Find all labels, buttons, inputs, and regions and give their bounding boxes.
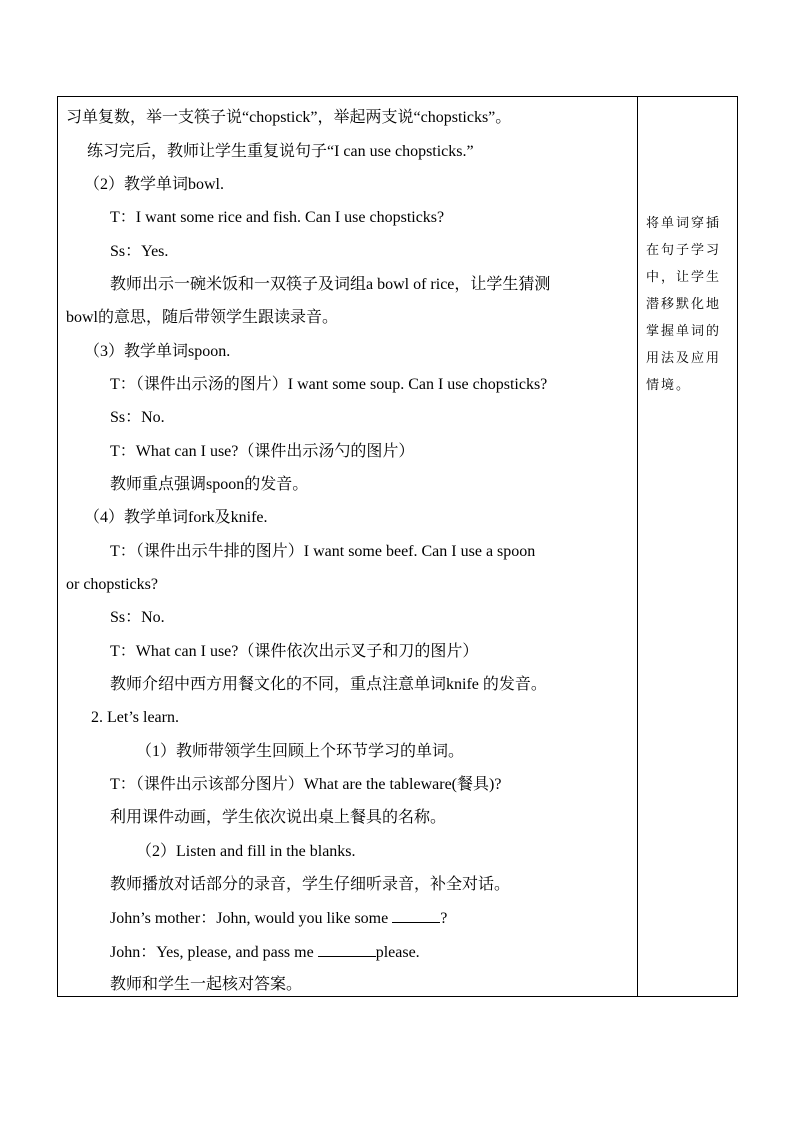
text-line: T：（课件出示牛排的图片）I want some beef. Can I use a spoon — [110, 543, 536, 560]
dialogue-text: John’s mother：John, would you like some — [110, 910, 389, 927]
text-line: T：What can I use?（课件依次出示叉子和刀的图片） — [110, 643, 479, 660]
text-line: or chopsticks? — [66, 576, 158, 593]
text-line: （3）教学单词spoon. — [84, 343, 231, 360]
text-line: T：What can I use?（课件出示汤勺的图片） — [110, 443, 415, 460]
text-line: T：I want some rice and fish. Can I use chopsticks? — [110, 209, 445, 226]
text-line: bowl的意思，随后带领学生跟读录音。 — [66, 309, 339, 326]
fill-blank — [392, 908, 440, 923]
text-line: 教师和学生一起核对答案。 — [110, 976, 303, 993]
text-line: （4）教学单词fork及knife. — [84, 509, 268, 526]
fill-blank — [318, 942, 376, 957]
text-line: Ss：No. — [110, 609, 165, 626]
text-line: 教师介绍中西方用餐文化的不同，重点注意单词knife 的发音。 — [110, 676, 547, 693]
text-line — [110, 942, 420, 963]
dialogue-tail: please. — [375, 944, 420, 961]
text-line: 2. Let’s learn. — [91, 709, 179, 726]
text-line: 习单复数，举一支筷子说“chopstick”，举起两支说“chopsticks”。 — [66, 109, 512, 126]
text-line: （2）Listen and fill in the blanks. — [136, 843, 356, 860]
text-line: Ss：Yes. — [110, 243, 169, 260]
text-line: 利用课件动画，学生依次说出桌上餐具的名称。 — [110, 809, 447, 826]
design-intent-note: 将单词穿插在句子学习中，让学生潜移默化地掌握单词的用法及应用情境。 — [646, 215, 722, 392]
text-line: 教师播放对话部分的录音，学生仔细听录音，补全对话。 — [110, 876, 511, 893]
text-line: T：（课件出示汤的图片）I want some soup. Can I use chopsticks? — [110, 376, 548, 393]
teaching-process-cell — [58, 97, 637, 996]
text-line: （2）教学单词bowl. — [84, 176, 225, 193]
text-line — [110, 908, 447, 929]
dialogue-text: John：Yes, please, and pass me — [110, 944, 318, 961]
text-line: （1）教师带领学生回顾上个环节学习的单词。 — [136, 743, 465, 760]
text-line: 教师重点强调spoon的发音。 — [110, 476, 309, 493]
lesson-plan-table — [57, 96, 738, 997]
text-line: Ss：No. — [110, 409, 165, 426]
text-line: 练习完后，教师让学生重复说句子“I can use chopsticks.” — [87, 143, 474, 160]
dialogue-punct: ? — [440, 910, 448, 927]
column-divider — [637, 97, 638, 996]
text-line: T：（课件出示该部分图片）What are the tableware(餐具)? — [110, 776, 502, 793]
text-line: 教师出示一碗米饭和一双筷子及词组a bowl of rice，让学生猜测 — [110, 276, 551, 293]
